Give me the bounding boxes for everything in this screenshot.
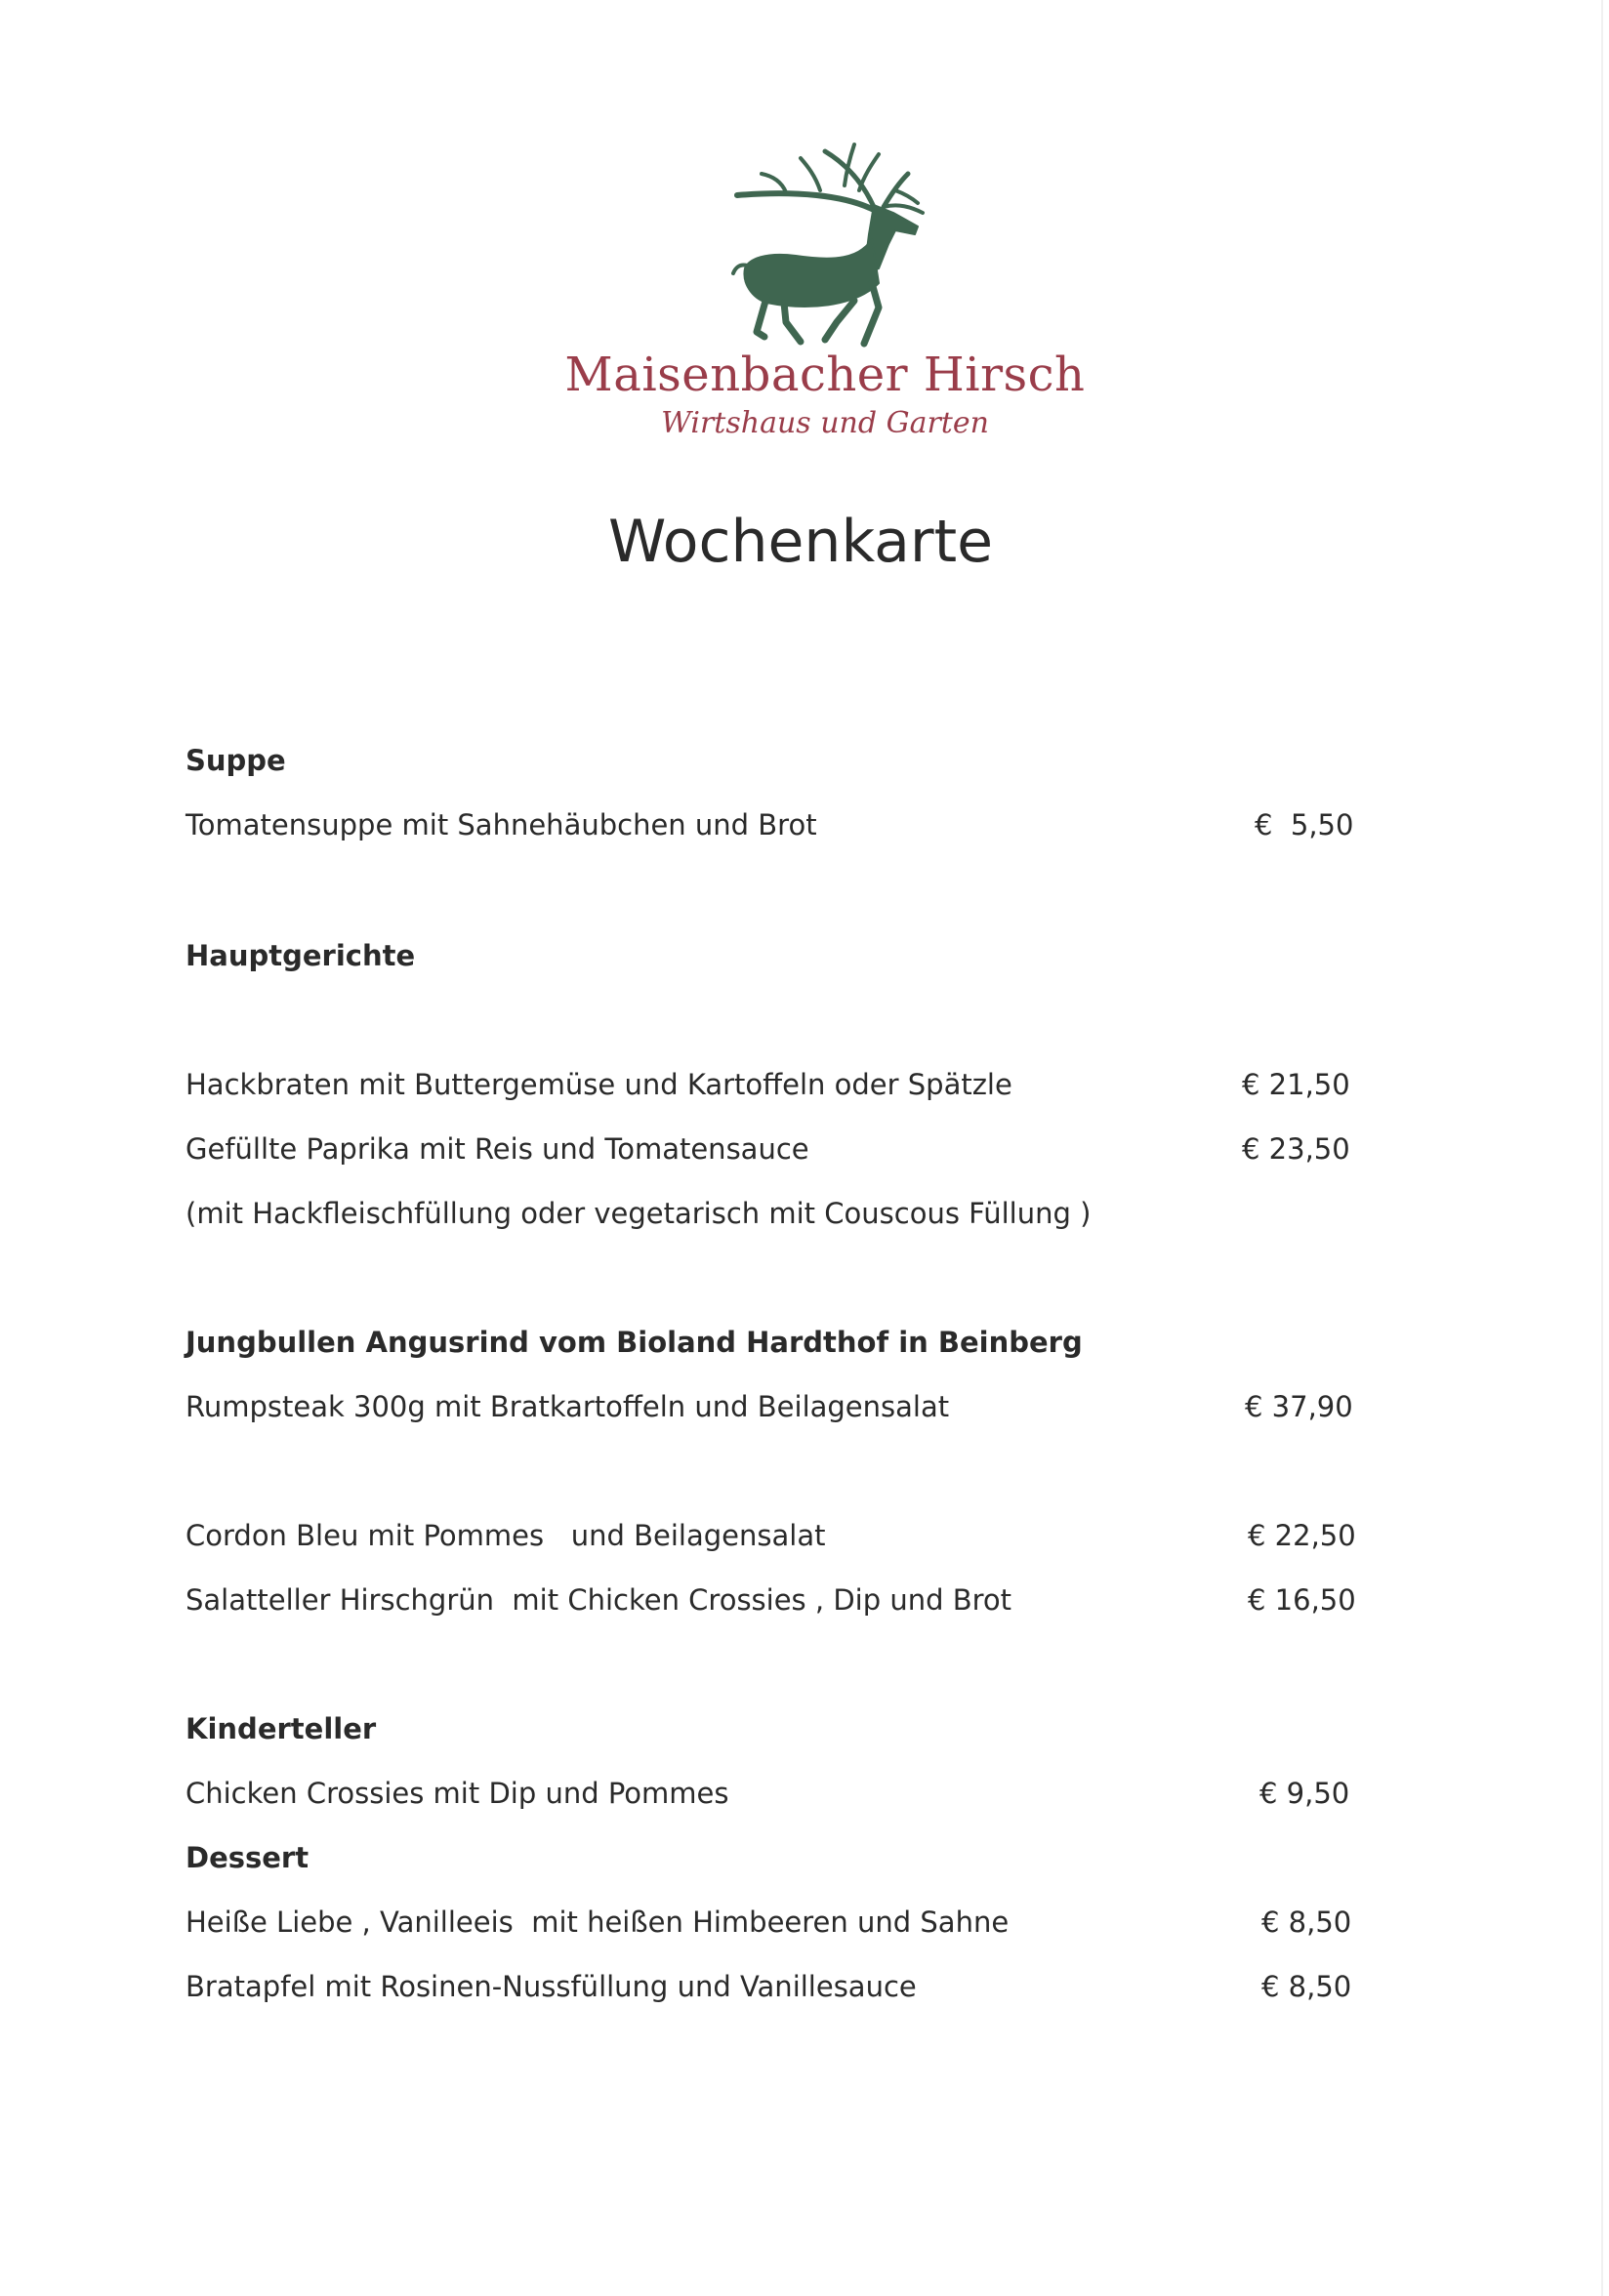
section-heading-hauptgerichte: Hauptgerichte	[186, 939, 416, 972]
section-heading-jungbullen: Jungbullen Angusrind vom Bioland Hardthof in Beinberg	[186, 1326, 1083, 1359]
menu-item-text: Gefüllte Paprika mit Reis und Tomatensauce	[186, 1132, 809, 1166]
section-heading-suppe: Suppe	[186, 744, 286, 777]
menu-item-note: (mit Hackfleischfüllung oder vegetarisch mit Couscous Füllung )	[186, 1197, 1092, 1230]
menu-item-text: Bratapfel mit Rosinen-Nussfüllung und Vanillesauce	[186, 1970, 917, 2003]
menu-item-price: € 37,90	[1245, 1390, 1353, 1423]
section-heading-dessert: Dessert	[186, 1841, 309, 1874]
brand-tagline: Wirtshaus und Garten	[661, 406, 989, 440]
menu-item-text: Tomatensuppe mit Sahnehäubchen und Brot	[186, 808, 817, 841]
stag-logo-icon	[727, 137, 932, 351]
menu-item-price: € 8,50	[1261, 1906, 1352, 1939]
menu-item-text: Rumpsteak 300g mit Bratkartoffeln und Beilagensalat	[186, 1390, 950, 1423]
brand-name: Maisenbacher Hirsch	[564, 348, 1086, 402]
menu-item-price: € 9,50	[1259, 1777, 1350, 1810]
menu-item-price: € 16,50	[1248, 1583, 1356, 1617]
menu-item-text: Cordon Bleu mit Pommes und Beilagensalat	[186, 1519, 826, 1552]
menu-item-price: € 21,50	[1242, 1068, 1350, 1101]
section-heading-kinderteller: Kinderteller	[186, 1712, 377, 1745]
menu-item-text: Hackbraten mit Buttergemüse und Kartoffeln oder Spätzle	[186, 1068, 1012, 1101]
menu-item-price: € 22,50	[1248, 1519, 1356, 1552]
menu-item-text: Chicken Crossies mit Dip und Pommes	[186, 1777, 729, 1810]
menu-item-text: Heiße Liebe , Vanilleeis mit heißen Himbeeren und Sahne	[186, 1906, 1010, 1939]
menu-item-price: € 5,50	[1255, 808, 1354, 841]
page-edge	[1601, 0, 1603, 2296]
page-title: Wochenkarte	[607, 508, 994, 576]
menu-item-text: Salatteller Hirschgrün mit Chicken Crossies , Dip und Brot	[186, 1583, 1012, 1617]
menu-item-price: € 23,50	[1242, 1132, 1350, 1166]
menu-item-price: € 8,50	[1261, 1970, 1352, 2003]
